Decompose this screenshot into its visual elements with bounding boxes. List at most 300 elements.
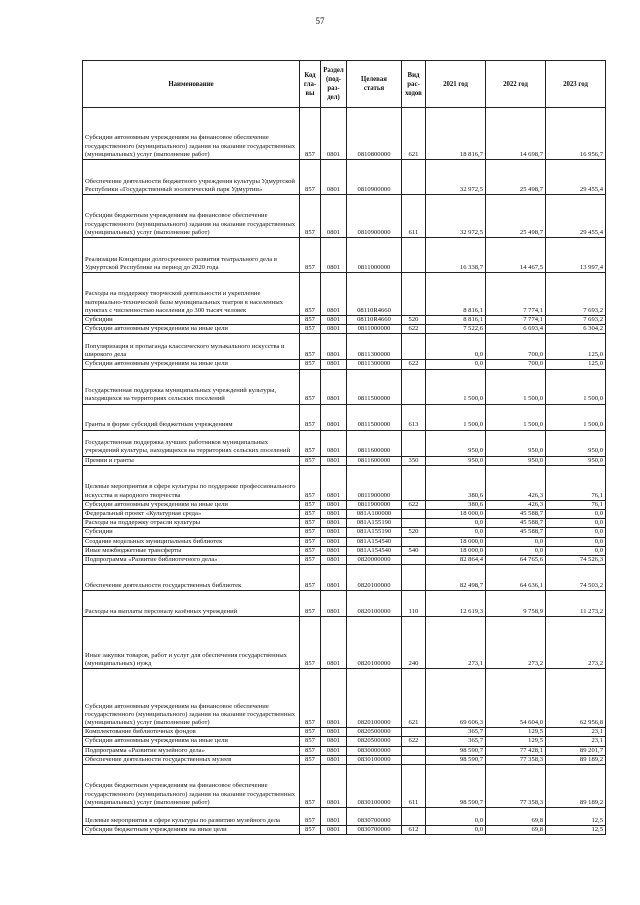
row-section: 0801: [321, 565, 347, 591]
table-row: [83, 808, 606, 826]
row-section: 0801: [321, 755, 347, 764]
row-amount-2021: 98 590,7: [426, 765, 486, 808]
row-amount-2023: 950,0: [546, 430, 606, 456]
row-name: Иные закупки товаров, работ и услуг для обеспечения государственных (муниципальных) нужд: [83, 617, 300, 669]
row-target-article: 0810900000: [347, 195, 402, 238]
row-name: Подпрограмма «Развитие музейного дела»: [83, 746, 300, 755]
row-expense-type: 622: [402, 500, 426, 509]
row-name: Субсидии автономным учреждениям на иные цели: [83, 325, 300, 334]
row-ved: 857: [300, 160, 321, 195]
row-target-article: 0820100000: [347, 617, 402, 669]
row-amount-2022: 25 498,7: [486, 160, 546, 195]
row-target-article: 0820100000: [347, 565, 402, 591]
table-row: [83, 195, 606, 238]
row-amount-2023: 29 455,4: [546, 195, 606, 238]
row-name: Иные межбюджетные трансферты: [83, 546, 300, 555]
row-name: Субсидии автономным учреждениям на иные цели: [83, 360, 300, 369]
row-ved: 857: [300, 737, 321, 746]
table-row: [83, 108, 606, 160]
row-ved: 857: [300, 537, 321, 546]
row-amount-2023: 74 503,2: [546, 565, 606, 591]
table-body: [83, 108, 606, 835]
row-expense-type: [402, 755, 426, 764]
row-name: Субсидии: [83, 528, 300, 537]
row-target-article: 0810800000: [347, 108, 402, 160]
table-row: [83, 465, 606, 500]
row-section: 0801: [321, 160, 347, 195]
row-amount-2023: 12,5: [546, 826, 606, 835]
row-expense-type: 520: [402, 316, 426, 325]
row-ved: 857: [300, 238, 321, 273]
row-amount-2021: 98 590,7: [426, 755, 486, 764]
row-expense-type: 621: [402, 669, 426, 728]
row-target-article: 0811300000: [347, 334, 402, 360]
row-ved: 857: [300, 528, 321, 537]
row-ved: 857: [300, 325, 321, 334]
row-amount-2023: 89 189,2: [546, 765, 606, 808]
row-amount-2022: 64 765,6: [486, 556, 546, 565]
row-expense-type: [402, 465, 426, 500]
row-ved: 857: [300, 669, 321, 728]
row-ved: 857: [300, 510, 321, 519]
row-section: 0801: [321, 316, 347, 325]
row-expense-type: [402, 565, 426, 591]
row-name: Целевые мероприятия в сфере культуры по поддержке профессионального искусства и народного творчества: [83, 465, 300, 500]
row-section: 0801: [321, 808, 347, 826]
row-section: 0801: [321, 826, 347, 835]
row-amount-2021: 82 864,4: [426, 556, 486, 565]
row-section: 0801: [321, 325, 347, 334]
row-amount-2022: 0,0: [486, 537, 546, 546]
row-amount-2023: 1 500,0: [546, 369, 606, 404]
row-ved: 857: [300, 546, 321, 555]
row-expense-type: [402, 510, 426, 519]
row-target-article: 0830000000: [347, 746, 402, 755]
row-name: Субсидии бюджетным учреждениям на финансовое обеспечение государственного (муниципального) задания на оказание государственных (муниципальных) услуг (выполнение работ): [83, 765, 300, 808]
row-name: Целевые мероприятия в сфере культуры по развитию музейного дела: [83, 808, 300, 826]
row-expense-type: 110: [402, 591, 426, 617]
row-target-article: 08110R4660: [347, 273, 402, 316]
row-amount-2022: 69,8: [486, 808, 546, 826]
header-expense-type: Вид рас- ходов: [402, 61, 426, 108]
row-name: Комплектование библиотечных фондов: [83, 728, 300, 737]
row-amount-2022: 45 588,7: [486, 528, 546, 537]
row-ved: 857: [300, 556, 321, 565]
table-row: [83, 826, 606, 835]
row-ved: 857: [300, 617, 321, 669]
row-section: 0801: [321, 669, 347, 728]
table-row: [83, 565, 606, 591]
row-target-article: 081A154540: [347, 537, 402, 546]
row-name: Подпрограмма «Развитие библиотечного дела»: [83, 556, 300, 565]
row-expense-type: 520: [402, 528, 426, 537]
row-amount-2023: 74 526,3: [546, 556, 606, 565]
row-expense-type: 611: [402, 195, 426, 238]
row-amount-2022: 54 604,0: [486, 669, 546, 728]
row-expense-type: [402, 746, 426, 755]
row-amount-2022: 6 693,4: [486, 325, 546, 334]
row-target-article: 0811500000: [347, 404, 402, 430]
row-target-article: 081A155190: [347, 528, 402, 537]
row-amount-2023: 1 500,0: [546, 404, 606, 430]
row-amount-2022: 69,8: [486, 826, 546, 835]
row-target-article: 0811900000: [347, 500, 402, 509]
row-amount-2021: 32 972,5: [426, 195, 486, 238]
header-target-article: Целевая статья: [347, 61, 402, 108]
row-target-article: 0830700000: [347, 826, 402, 835]
row-amount-2023: 76,1: [546, 465, 606, 500]
table-row: [83, 238, 606, 273]
header-year-2021: 2021 год: [426, 61, 486, 108]
row-ved: 857: [300, 728, 321, 737]
row-amount-2023: 7 693,2: [546, 316, 606, 325]
row-amount-2021: 365,7: [426, 737, 486, 746]
row-amount-2022: 426,3: [486, 500, 546, 509]
table-row: [83, 669, 606, 728]
row-amount-2022: 25 498,7: [486, 195, 546, 238]
row-amount-2021: 18 816,7: [426, 108, 486, 160]
row-name: Субсидии: [83, 316, 300, 325]
row-name: Расходы на выплаты персоналу казённых учреждений: [83, 591, 300, 617]
table-row: [83, 369, 606, 404]
row-amount-2021: 0,0: [426, 360, 486, 369]
table-row: [83, 591, 606, 617]
row-name: Премии и гранты: [83, 456, 300, 465]
table-row: [83, 316, 606, 325]
header-year-2023: 2023 год: [546, 61, 606, 108]
row-amount-2022: 129,5: [486, 728, 546, 737]
row-name: Субсидии автономным учреждениям на иные цели: [83, 500, 300, 509]
row-amount-2023: 89 189,2: [546, 755, 606, 764]
row-expense-type: [402, 238, 426, 273]
row-section: 0801: [321, 765, 347, 808]
row-amount-2021: 16 338,7: [426, 238, 486, 273]
row-target-article: 0820500000: [347, 737, 402, 746]
row-section: 0801: [321, 528, 347, 537]
row-amount-2021: 380,6: [426, 465, 486, 500]
table-row: [83, 737, 606, 746]
row-amount-2022: 700,0: [486, 360, 546, 369]
row-amount-2023: 62 956,8: [546, 669, 606, 728]
row-name: Обеспечение деятельности бюджетного учреждения культуры Удмуртской Республики «Государственный зоологический парк Удмуртии»: [83, 160, 300, 195]
row-amount-2022: 273,2: [486, 617, 546, 669]
row-amount-2023: 0,0: [546, 528, 606, 537]
row-amount-2023: 11 273,2: [546, 591, 606, 617]
table-row: [83, 755, 606, 764]
row-amount-2021: 0,0: [426, 826, 486, 835]
row-amount-2022: 700,0: [486, 334, 546, 360]
row-ved: 857: [300, 369, 321, 404]
row-target-article: 0830100000: [347, 765, 402, 808]
table-row: [83, 334, 606, 360]
row-ved: 857: [300, 334, 321, 360]
row-target-article: 0811600000: [347, 456, 402, 465]
row-amount-2021: 950,0: [426, 430, 486, 456]
row-amount-2022: 9 758,9: [486, 591, 546, 617]
table-row: [83, 160, 606, 195]
row-ved: 857: [300, 465, 321, 500]
row-target-article: 0830700000: [347, 808, 402, 826]
row-ved: 857: [300, 765, 321, 808]
row-amount-2023: 76,1: [546, 500, 606, 509]
row-section: 0801: [321, 360, 347, 369]
row-name: Обеспечение деятельности государственных библиотек: [83, 565, 300, 591]
table-row: [83, 556, 606, 565]
row-expense-type: 240: [402, 617, 426, 669]
row-section: 0801: [321, 334, 347, 360]
row-amount-2021: 950,0: [426, 456, 486, 465]
header-ved: Код гла- вы: [300, 61, 321, 108]
row-name: Федеральный проект «Культурная среда»: [83, 510, 300, 519]
row-name: Реализация Концепции долгосрочного развития театрального дела в Удмуртской Республике на период до 2020 года: [83, 238, 300, 273]
row-ved: 857: [300, 430, 321, 456]
table-row: [83, 360, 606, 369]
row-amount-2022: 7 774,1: [486, 316, 546, 325]
row-amount-2022: 14 467,5: [486, 238, 546, 273]
row-amount-2021: 1 500,0: [426, 369, 486, 404]
row-amount-2021: 365,7: [426, 728, 486, 737]
row-amount-2022: 14 698,7: [486, 108, 546, 160]
row-amount-2023: 273,2: [546, 617, 606, 669]
table-row: [83, 430, 606, 456]
row-section: 0801: [321, 273, 347, 316]
row-expense-type: 622: [402, 325, 426, 334]
row-ved: 857: [300, 500, 321, 509]
row-expense-type: [402, 537, 426, 546]
row-amount-2023: 13 997,4: [546, 238, 606, 273]
table-row: [83, 528, 606, 537]
row-target-article: 0820100000: [347, 669, 402, 728]
row-amount-2022: 1 500,0: [486, 404, 546, 430]
row-target-article: 0811500000: [347, 369, 402, 404]
row-amount-2023: 125,0: [546, 334, 606, 360]
row-section: 0801: [321, 556, 347, 565]
row-name: Субсидии бюджетным учреждениям на иные цели: [83, 826, 300, 835]
row-amount-2023: 6 304,2: [546, 325, 606, 334]
row-target-article: 0830100000: [347, 755, 402, 764]
row-section: 0801: [321, 456, 347, 465]
row-amount-2022: 77 428,1: [486, 746, 546, 755]
row-name: Популяризация и пропаганда классического музыкального искусства и широкого дела: [83, 334, 300, 360]
row-amount-2023: 89 201,7: [546, 746, 606, 755]
row-expense-type: [402, 556, 426, 565]
row-section: 0801: [321, 510, 347, 519]
table-header: [83, 61, 606, 108]
row-amount-2021: 18 000,0: [426, 510, 486, 519]
row-target-article: 08110R4660: [347, 316, 402, 325]
header-year-2022: 2022 год: [486, 61, 546, 108]
row-target-article: 0820500000: [347, 728, 402, 737]
row-name: Создание модельных муниципальных библиотек: [83, 537, 300, 546]
row-target-article: 0820000000: [347, 556, 402, 565]
row-ved: 857: [300, 755, 321, 764]
row-expense-type: [402, 334, 426, 360]
row-target-article: 0810900000: [347, 160, 402, 195]
row-amount-2021: 12 619,3: [426, 591, 486, 617]
row-section: 0801: [321, 238, 347, 273]
row-amount-2021: 18 000,0: [426, 537, 486, 546]
row-expense-type: 622: [402, 360, 426, 369]
row-section: 0801: [321, 546, 347, 555]
row-amount-2023: 0,0: [546, 510, 606, 519]
row-ved: 857: [300, 195, 321, 238]
row-amount-2021: 18 000,0: [426, 546, 486, 555]
row-amount-2022: 77 358,3: [486, 765, 546, 808]
row-target-article: 081A100000: [347, 510, 402, 519]
row-section: 0801: [321, 430, 347, 456]
row-section: 0801: [321, 500, 347, 509]
row-target-article: 0811900000: [347, 465, 402, 500]
table-row: [83, 519, 606, 528]
row-expense-type: 621: [402, 108, 426, 160]
row-amount-2022: 129,5: [486, 737, 546, 746]
row-amount-2022: 426,3: [486, 465, 546, 500]
row-ved: 857: [300, 404, 321, 430]
row-amount-2022: 77 358,3: [486, 755, 546, 764]
row-amount-2021: 0,0: [426, 334, 486, 360]
row-section: 0801: [321, 537, 347, 546]
row-expense-type: [402, 808, 426, 826]
row-expense-type: 612: [402, 826, 426, 835]
row-ved: 857: [300, 316, 321, 325]
row-amount-2022: 950,0: [486, 456, 546, 465]
row-amount-2023: 16 956,7: [546, 108, 606, 160]
row-name: Гранты в форме субсидий бюджетным учреждениям: [83, 404, 300, 430]
row-ved: 857: [300, 565, 321, 591]
row-target-article: 0811000000: [347, 238, 402, 273]
row-amount-2021: 82 498,7: [426, 565, 486, 591]
row-target-article: 081A154540: [347, 546, 402, 555]
row-section: 0801: [321, 108, 347, 160]
row-target-article: 0811000000: [347, 325, 402, 334]
row-expense-type: [402, 160, 426, 195]
row-section: 0801: [321, 195, 347, 238]
row-expense-type: [402, 728, 426, 737]
row-expense-type: 611: [402, 765, 426, 808]
table-row: [83, 617, 606, 669]
table-row: [83, 728, 606, 737]
row-target-article: 0820100000: [347, 591, 402, 617]
row-ved: 857: [300, 808, 321, 826]
row-amount-2023: 23,1: [546, 728, 606, 737]
row-expense-type: 622: [402, 737, 426, 746]
row-name: Государственная поддержка лучших работников муниципальных учреждений культуры, находящихся на территориях сельских поселений: [83, 430, 300, 456]
table-row: [83, 510, 606, 519]
table-row: [83, 325, 606, 334]
row-section: 0801: [321, 369, 347, 404]
row-amount-2021: 273,1: [426, 617, 486, 669]
row-ved: 857: [300, 108, 321, 160]
row-amount-2023: 125,0: [546, 360, 606, 369]
row-ved: 857: [300, 456, 321, 465]
row-name: Субсидии бюджетным учреждениям на финансовое обеспечение государственного (муниципального) задания на оказание государственных (муниципальных) услуг (выполнение работ): [83, 195, 300, 238]
table-row: [83, 537, 606, 546]
row-section: 0801: [321, 519, 347, 528]
row-expense-type: [402, 369, 426, 404]
row-expense-type: [402, 430, 426, 456]
row-section: 0801: [321, 737, 347, 746]
header-section: Раздел (под- раз- дел): [321, 61, 347, 108]
row-target-article: 0811300000: [347, 360, 402, 369]
row-amount-2023: 0,0: [546, 519, 606, 528]
row-section: 0801: [321, 465, 347, 500]
row-name: Обеспечение деятельности государственных музеев: [83, 755, 300, 764]
row-name: Субсидии автономным учреждениям на финансовое обеспечение государственного (муниципального) задания на оказание государственных (муниципальных) услуг (выполнение работ): [83, 669, 300, 728]
row-expense-type: 540: [402, 546, 426, 555]
row-expense-type: 613: [402, 404, 426, 430]
row-amount-2023: 0,0: [546, 546, 606, 555]
row-amount-2023: 950,0: [546, 456, 606, 465]
row-section: 0801: [321, 617, 347, 669]
row-amount-2021: 98 590,7: [426, 746, 486, 755]
table-row: [83, 746, 606, 755]
row-expense-type: [402, 519, 426, 528]
row-amount-2022: 0,0: [486, 546, 546, 555]
row-expense-type: [402, 273, 426, 316]
table-row: [83, 500, 606, 509]
row-amount-2022: 45 588,7: [486, 519, 546, 528]
row-amount-2023: 0,0: [546, 537, 606, 546]
row-amount-2022: 64 636,1: [486, 565, 546, 591]
row-section: 0801: [321, 746, 347, 755]
table-row: [83, 456, 606, 465]
row-amount-2023: 23,1: [546, 737, 606, 746]
row-name: Субсидии автономным учреждениям на иные цели: [83, 737, 300, 746]
row-amount-2022: 1 500,0: [486, 369, 546, 404]
row-ved: 857: [300, 746, 321, 755]
row-amount-2022: 45 588,7: [486, 510, 546, 519]
header-name: Наименование: [83, 61, 300, 108]
row-amount-2022: 950,0: [486, 430, 546, 456]
row-amount-2022: 7 774,1: [486, 273, 546, 316]
table-row: [83, 546, 606, 555]
row-amount-2021: 0,0: [426, 808, 486, 826]
table-row: [83, 273, 606, 316]
row-amount-2023: 29 455,4: [546, 160, 606, 195]
row-amount-2021: 0,0: [426, 519, 486, 528]
row-name: Расходы на поддержку творческой деятельности и укрепление материально-технической базы муниципальных театров в населенных пунктах с численностью населения до 300 тысяч человек: [83, 273, 300, 316]
row-amount-2021: 0,0: [426, 528, 486, 537]
row-ved: 857: [300, 826, 321, 835]
row-target-article: 081A155190: [347, 519, 402, 528]
row-amount-2021: 7 522,6: [426, 325, 486, 334]
table-row: [83, 404, 606, 430]
row-name: Субсидии автономным учреждениям на финансовое обеспечение государственного (муниципального) задания на оказание государственных (муниципальных) услуг (выполнение работ): [83, 108, 300, 160]
row-section: 0801: [321, 404, 347, 430]
row-target-article: 0811600000: [347, 430, 402, 456]
row-amount-2021: 1 500,0: [426, 404, 486, 430]
row-ved: 857: [300, 273, 321, 316]
row-section: 0801: [321, 591, 347, 617]
row-name: Расходы на поддержку отрасли культуры: [83, 519, 300, 528]
row-amount-2021: 8 816,1: [426, 316, 486, 325]
row-ved: 857: [300, 360, 321, 369]
row-amount-2021: 8 816,1: [426, 273, 486, 316]
row-amount-2021: 32 972,5: [426, 160, 486, 195]
page-number: 57: [315, 16, 325, 26]
row-section: 0801: [321, 728, 347, 737]
row-name: Государственная поддержка муниципальных учреждений культуры, находящихся на территориях сельских поселений: [83, 369, 300, 404]
budget-table: [82, 60, 606, 835]
row-expense-type: 350: [402, 456, 426, 465]
row-ved: 857: [300, 591, 321, 617]
row-amount-2023: 7 693,2: [546, 273, 606, 316]
row-amount-2023: 12,5: [546, 808, 606, 826]
row-ved: 857: [300, 519, 321, 528]
row-amount-2021: 69 606,3: [426, 669, 486, 728]
table-row: [83, 765, 606, 808]
row-amount-2021: 380,6: [426, 500, 486, 509]
